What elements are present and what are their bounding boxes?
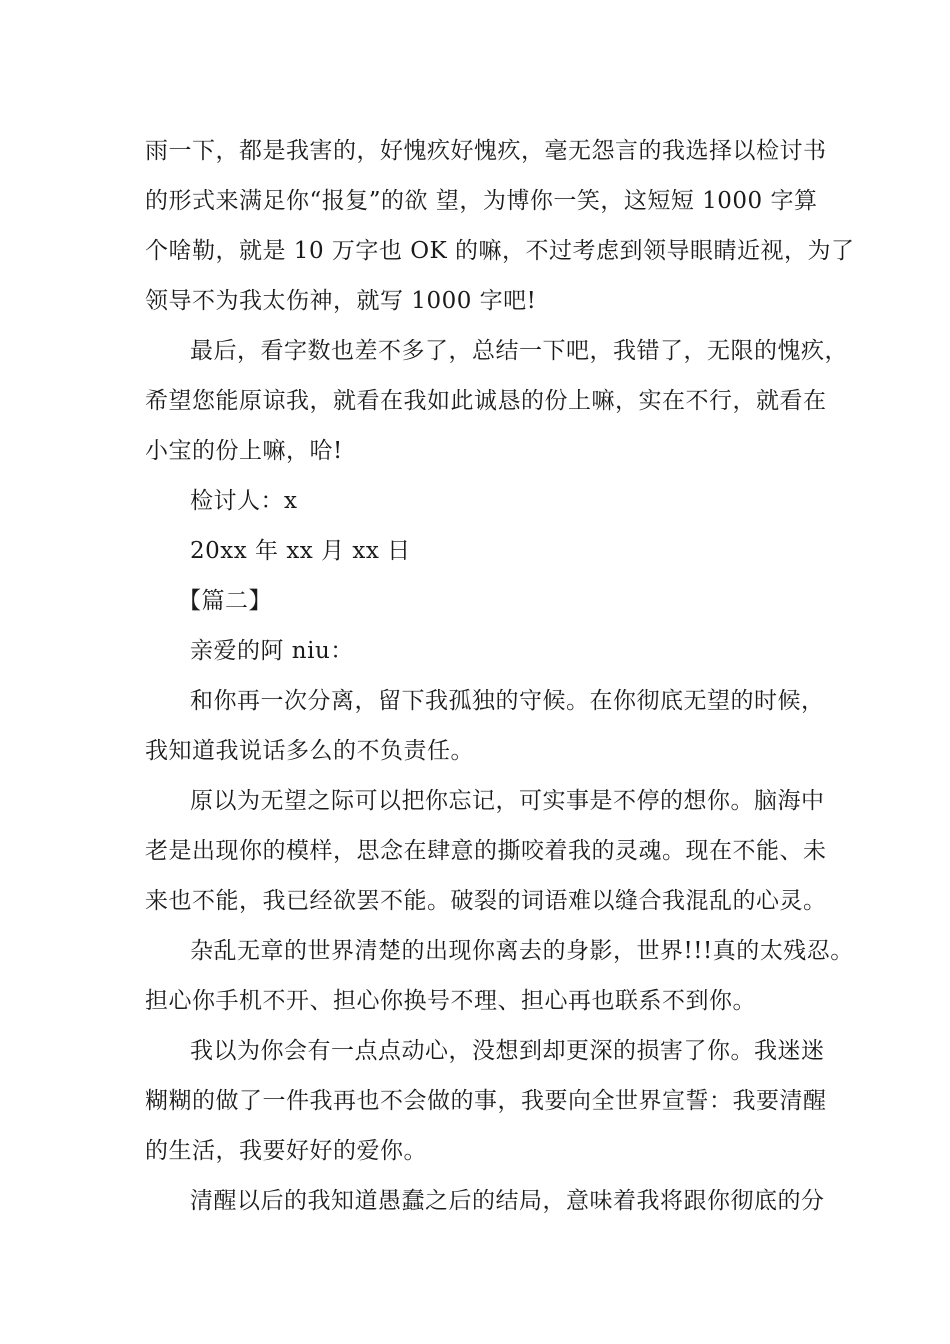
paragraph-line: 最后，看字数也差不多了，总结一下吧，我错了，无限的愧疚， [190,338,848,364]
paragraph-line: 雨一下，都是我害的，好愧疚好愧疚，毫无怨言的我选择以检讨书 [145,138,827,164]
salutation-line: 亲爱的阿 niu： [190,638,354,664]
paragraph-line: 担心你手机不开、担心你换号不理、担心再也联系不到你。 [145,988,756,1014]
section-heading: 【篇二】 [178,588,272,614]
paragraph-line: 老是出现你的模样，思念在肆意的撕咬着我的灵魂。现在不能、未 [145,838,827,864]
paragraph-line: 个啥勒，就是 10 万字也 OK 的嘛，不过考虑到领导眼睛近视，为了 [145,238,855,264]
paragraph-line: 的生活，我要好好的爱你。 [145,1138,427,1164]
paragraph-line: 糊糊的做了一件我再也不会做的事，我要向全世界宣誓：我要清醒 [145,1088,827,1114]
paragraph-line: 我知道我说话多么的不负责任。 [145,738,474,764]
paragraph-line: 领导不为我太伤神，就写 1000 字吧! [145,288,537,314]
paragraph-line: 和你再一次分离，留下我孤独的守候。在你彻底无望的时候， [190,688,825,714]
paragraph-line: 小宝的份上嘛，哈! [145,438,343,464]
paragraph-line: 希望您能原谅我，就看在我如此诚恳的份上嘛，实在不行，就看在 [145,388,827,414]
date-line: 20xx 年 xx 月 xx 日 [190,538,411,564]
paragraph-line: 的形式来满足你“报复”的欲 望，为博你一笑，这短短 1000 字算 [145,188,818,214]
paragraph-line: 杂乱无章的世界清楚的出现你离去的身影，世界!!!真的太残忍。 [190,938,854,964]
paragraph-line: 原以为无望之际可以把你忘记，可实事是不停的想你。脑海中 [190,788,825,814]
paragraph-line: 我以为你会有一点点动心，没想到却更深的损害了你。我迷迷 [190,1038,825,1064]
signature-line: 检讨人：x [190,488,298,514]
paragraph-line: 来也不能，我已经欲罢不能。破裂的词语难以缝合我混乱的心灵。 [145,888,827,914]
paragraph-line: 清醒以后的我知道愚蠢之后的结局，意味着我将跟你彻底的分 [190,1188,825,1214]
